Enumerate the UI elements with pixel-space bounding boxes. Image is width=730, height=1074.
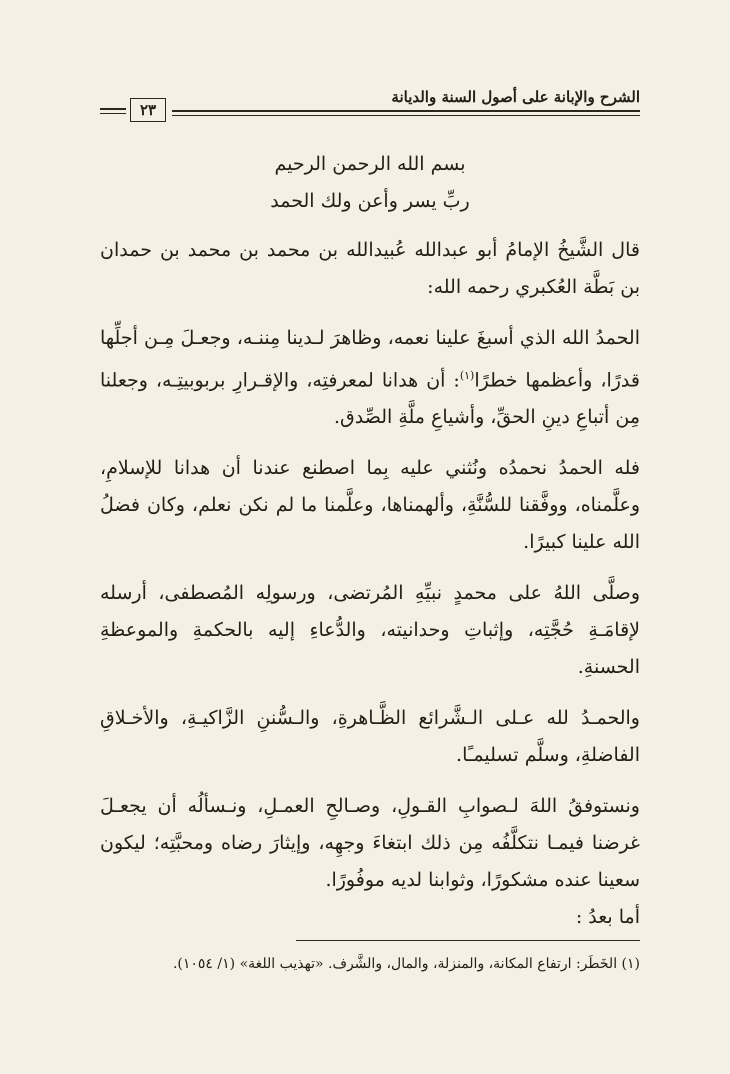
header-rule-thin [172, 115, 640, 116]
page-number: ٢٣ [130, 98, 166, 122]
paragraph-2: فله الحمدُ نحمدُه ونُثني عليه بِما اصطنع عندنا أن هدانا للإسلامِ، وعلَّمناه، ووفَّقنا للسُّنَّةِ، وألهمناها، وعلَّمنا ما لم نكن نعلم، وكان فضلُ الله علينا كبيرًا. [100, 457, 640, 554]
paragraph-6: أما بعدُ : [575, 906, 640, 929]
paragraph-4: والحمـدُ لله عـلى الـشَّرائع الظَّـاهرةِ، والـسُّننِ الزَّاكيـةِ، والأخـلاقِ الفاضلةِ، وسلَّم تسليمـًا. [100, 707, 640, 767]
paragraph-3: وصلَّى اللهُ على محمدٍ نبيِّهِ المُرتضى، ورسولِه المُصطفى، أرسله لإقامَـةِ حُجَّتِه، وإثباتِ وحدانيته، والدُّعاءِ إليه بالحكمةِ والموعظةِ الحسنةِ. [100, 582, 640, 679]
main-text [100, 146, 640, 936]
header-title: الشرح والإبانة على أصول السنة والديانة [391, 88, 640, 106]
footnote: (١) الخَطَر: ارتفاع المكانة، والمنزلة، والمال، والشَّرف. «تهذيب اللغة» (١/ ١٠٥٤). [172, 956, 640, 972]
running-header [96, 88, 640, 120]
basmala: بسم الله الرحمن الرحيم [274, 153, 466, 175]
footnote-separator [296, 940, 640, 941]
intro-paragraph: قال الشَّيخُ الإمامُ أبو عبدالله عُبيدالله بن محمد بن محمد بن حمدان بن بَطَّة العُكبري رحمه الله: [100, 239, 640, 298]
footnote-marker: (١) [459, 369, 475, 382]
paragraph-1-part-a: الحمدُ الله الذي أسبغَ علينا نعمه، وظاهرَ لـدينا مِننـه، وجعـلَ مِـن أجلِّها قدرًا، وأعظمها خطرًا [100, 327, 641, 392]
paragraph-1-part-b: : أن هدانا لمعرفتِه، والإقـرارِ بربوبيتِـه، وجعلنا مِن أتباعِ دينِ الحقِّ، وأشياعِ ملَّةِ الصِّدق. [100, 369, 640, 429]
header-rule-left-thin [100, 113, 126, 114]
opening-dua: ربِّ يسر وأعن ولك الحمد [270, 190, 470, 212]
header-rule-left [100, 108, 126, 110]
header-rule [172, 110, 640, 112]
paragraph-1 [100, 320, 640, 436]
paragraph-5: ونستوفقُ اللهَ لـصوابِ القـولِ، وصـالحِ العمـلِ، ونـسألُه أن يجعـلَ غرضنا فيمـا نتكلَّفُه مِن ذلك ابتغاءَ وجهِه، وإيثارَ رضاه ومحبَّتِه؛ ليكون سعينا عنده مشكورًا، وثوابنا لديه موفُورًا. [100, 795, 640, 892]
